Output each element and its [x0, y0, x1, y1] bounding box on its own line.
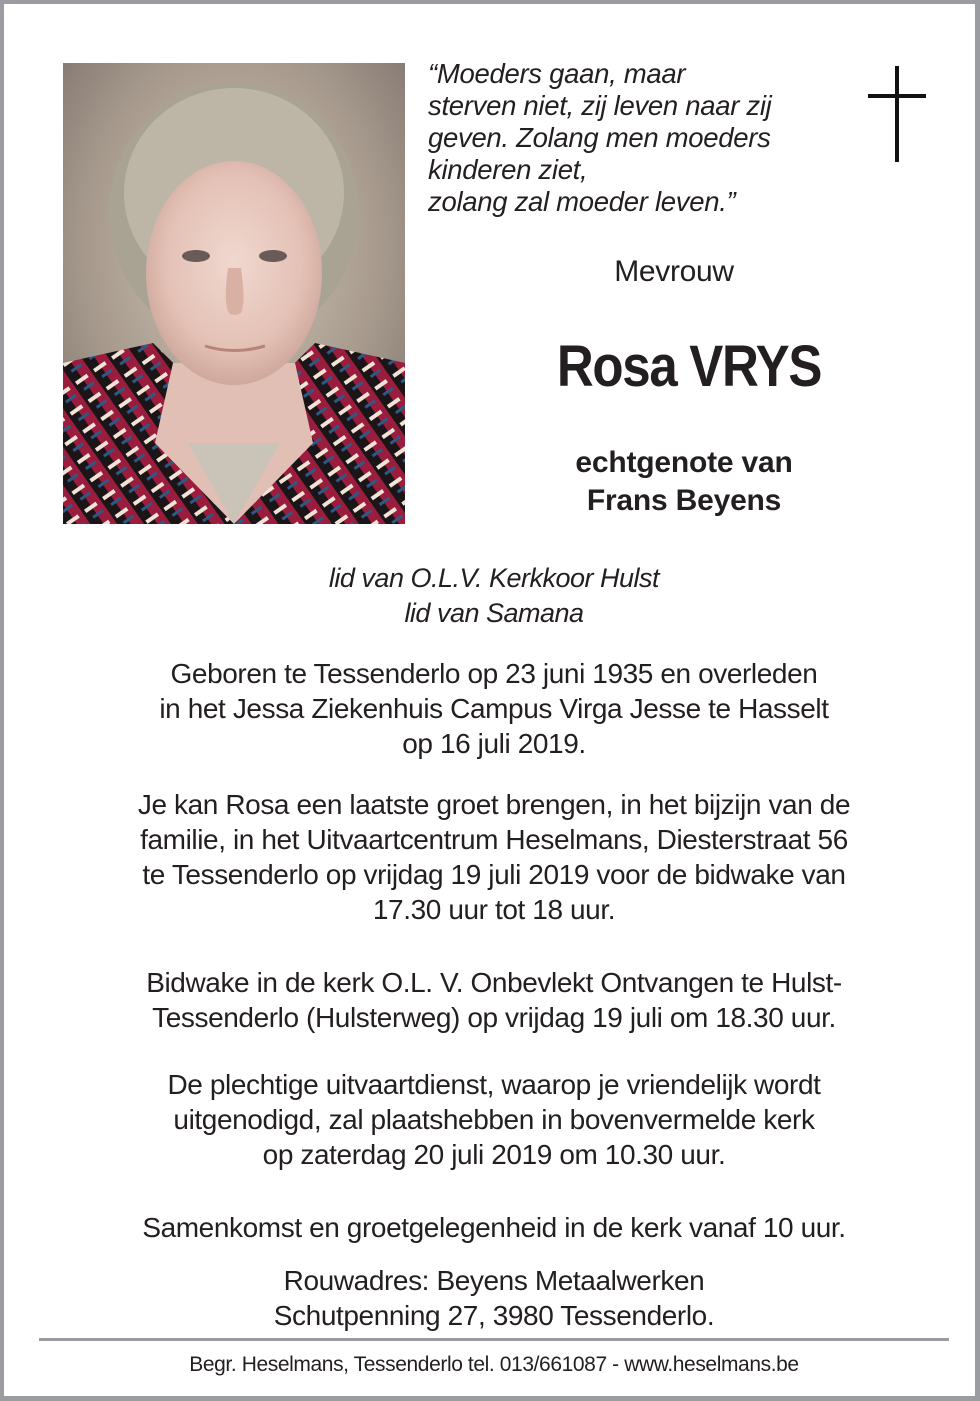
text-line: uitgenodigd, zal plaatshebben in bovenvermelde kerk	[173, 1104, 815, 1135]
quote-line: “Moeders gaan, maar	[428, 58, 686, 89]
quote-line: geven. Zolang men moeders	[428, 122, 771, 153]
quote-line: kinderen ziet,	[428, 154, 588, 185]
text-line: Samenkomst en groetgelegenheid in de kerk vanaf 10 uur.	[142, 1212, 846, 1243]
title-prefix: Mevrouw	[614, 255, 734, 288]
spouse-info	[484, 444, 884, 520]
gathering-details	[44, 1210, 944, 1245]
text-line: Je kan Rosa een laatste groet brengen, in het bijzijn van de	[137, 789, 851, 820]
text-line: 17.30 uur tot 18 uur.	[372, 894, 616, 925]
vigil-details	[44, 965, 944, 1035]
spouse-name: Frans Beyens	[586, 484, 782, 517]
birth-death-details	[44, 656, 944, 761]
text-line: in het Jessa Ziekenhuis Campus Virga Jesse te Hasselt	[159, 693, 829, 724]
text-line: op zaterdag 20 juli 2019 om 10.30 uur.	[262, 1139, 726, 1170]
text-line: te Tessenderlo op vrijdag 19 juli 2019 voor de bidwake van	[142, 859, 846, 890]
memberships	[64, 561, 924, 631]
text-line: Rouwadres: Beyens Metaalwerken	[283, 1265, 705, 1296]
quote-line: zolang zal moeder leven.”	[428, 186, 736, 217]
portrait-photo	[63, 63, 405, 524]
funeral-home-footer: Begr. Heselmans, Tessenderlo tel. 013/661087 - www.heselmans.be	[189, 1353, 799, 1376]
mourning-address	[44, 1263, 944, 1333]
text-line: Geboren te Tessenderlo op 23 juni 1935 en overleden	[170, 658, 818, 689]
deceased-name: Rosa VRYS	[556, 334, 822, 399]
text-line: Schutpenning 27, 3980 Tessenderlo.	[273, 1300, 715, 1331]
membership-item: lid van O.L.V. Kerkkoor Hulst	[328, 563, 660, 593]
text-line: op 16 juli 2019.	[402, 728, 586, 759]
text-line: Tessenderlo (Hulsterweg) op vrijdag 19 juli om 18.30 uur.	[152, 1002, 836, 1033]
quote-line: sterven niet, zij leven naar zij	[428, 90, 772, 121]
funeral-service-details	[44, 1067, 944, 1172]
text-line: familie, in het Uitvaartcentrum Heselmans, Diesterstraat 56	[140, 824, 848, 855]
footer-divider	[39, 1338, 949, 1341]
cross-icon	[868, 66, 926, 162]
memorial-quote	[428, 58, 848, 218]
text-line: De plechtige uitvaartdienst, waarop je vriendelijk wordt	[167, 1069, 821, 1100]
visitation-details	[44, 787, 944, 927]
text-line: Bidwake in de kerk O.L. V. Onbevlekt Ontvangen te Hulst-	[146, 967, 842, 998]
spouse-label: echtgenote van	[575, 446, 793, 479]
membership-item: lid van Samana	[404, 598, 584, 628]
